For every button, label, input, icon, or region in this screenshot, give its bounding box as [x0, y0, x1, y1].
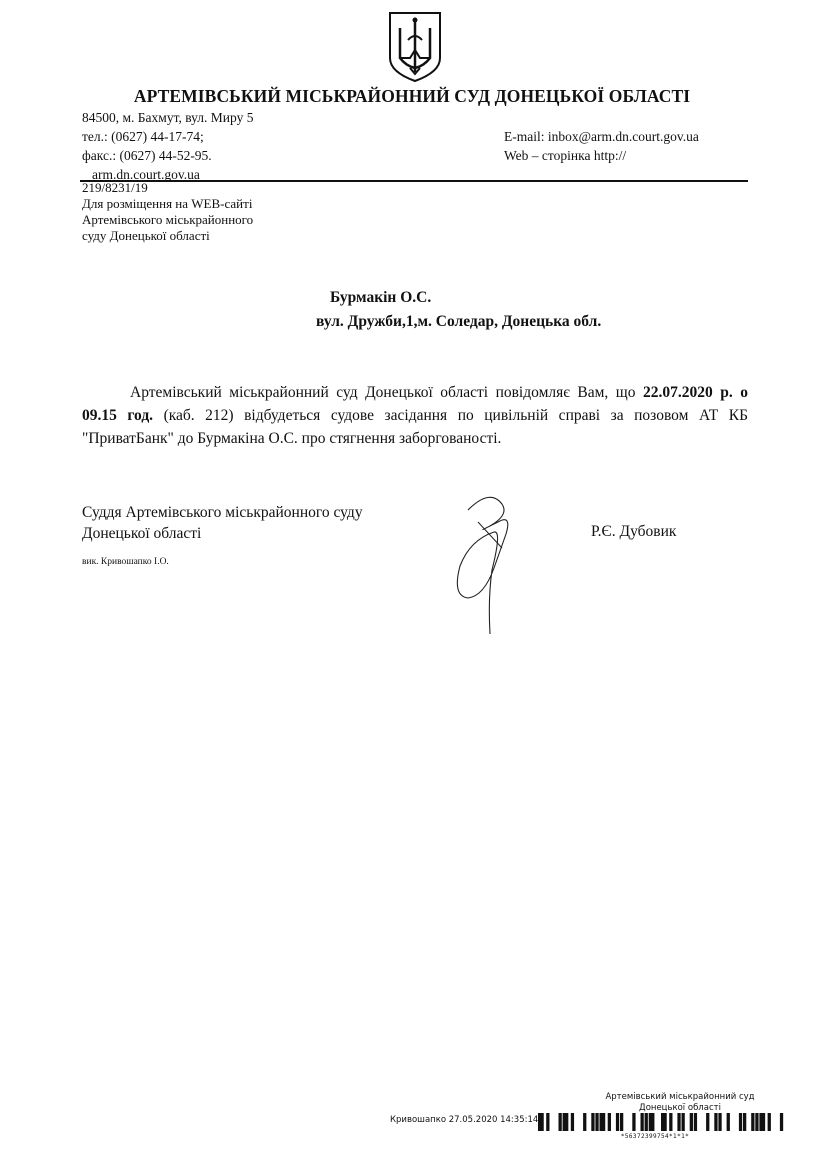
- recipient-name: Бурмакін О.С.: [330, 289, 432, 306]
- court-address: 84500, м. Бахмут, вул. Миру 5: [82, 110, 254, 125]
- registration-timestamp: Кривошапко 27.05.2020 14:35:14: [390, 1115, 539, 1125]
- judge-name: Р.Є. Дубовик: [591, 523, 677, 540]
- court-phone: тел.: (0627) 44-17-74;: [82, 129, 204, 144]
- reference-line: Для розміщення на WEB-сайті: [82, 196, 253, 211]
- case-number: 219/8231/19: [82, 180, 148, 195]
- barcode-number: *56372399754*1*1*: [620, 1133, 690, 1140]
- registration-stamp-court: [590, 1092, 770, 1114]
- judge-title-line: Донецької області: [82, 525, 202, 542]
- hearing-date-time: 22.07.2020 р. о 09.15 год.: [82, 384, 748, 424]
- barcode-icon: [538, 1113, 784, 1133]
- coat-of-arms-icon: [386, 10, 444, 84]
- handwritten-signature: [440, 488, 530, 638]
- court-address-block: [82, 108, 253, 184]
- stamp-court-line: Донецької області: [639, 1103, 721, 1113]
- court-site: arm.dn.court.gov.ua: [92, 167, 200, 182]
- reference-line: Артемівського міськрайонного: [82, 212, 254, 227]
- court-email: E-mail: inbox@arm.dn.court.gov.ua: [504, 129, 699, 144]
- recipient-address: вул. Дружби,1,м. Соледар, Донецька обл.: [316, 313, 602, 330]
- court-contacts: [504, 127, 699, 165]
- stamp-court-line: Артемівський міськрайонний суд: [605, 1092, 755, 1102]
- reference-block: [82, 180, 253, 244]
- notice-text-part2: (каб. 212) відбудеться судове засідання по цивільній справі за позовом АТ КБ "ПриватБанк" до Бурмакіна О.С. про стягнення заборгованості.: [82, 407, 748, 447]
- court-title: АРТЕМІВСЬКИЙ МІСЬКРАЙОННИЙ СУД ДОНЕЦЬКОЇ ОБЛАСТІ: [133, 86, 691, 106]
- reference-line: суду Донецької області: [82, 228, 210, 243]
- court-web: Web – сторінка http://: [504, 148, 627, 163]
- court-fax: факс.: (0627) 44-52-95.: [82, 148, 212, 163]
- notice-body: [82, 381, 748, 450]
- judge-title-line: Суддя Артемівського міськрайонного суду: [82, 504, 363, 521]
- notice-text-part1: Артемівський міськрайонний суд Донецької області повідомляє Вам, що: [130, 384, 643, 401]
- judge-title: [82, 502, 363, 544]
- recipient-block: [316, 286, 602, 334]
- executor-note: вик. Кривошапко І.О.: [82, 557, 169, 567]
